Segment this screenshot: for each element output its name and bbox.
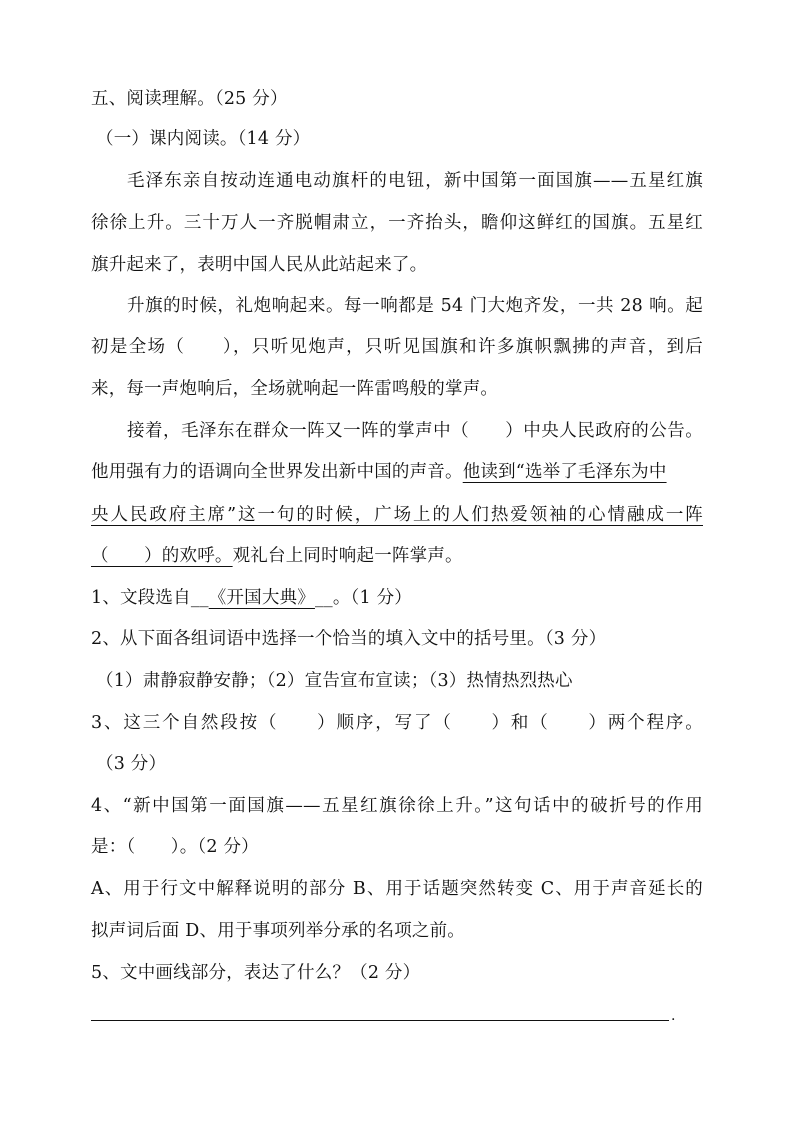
passage-line bbox=[91, 460, 703, 484]
question-1-answer: 《开国大典》 bbox=[208, 588, 315, 608]
question-4-choices-cont: 拟声词后面 D、用于事项列举分承的名项之前。 bbox=[91, 921, 465, 941]
underlined-passage: 央人民政府主席”这一句的时候，广场上的人们热爱领袖的心情融成一阵 bbox=[91, 505, 703, 525]
passage-line: 初是全场（ ），只听见炮声，只听见国旗和许多旗帜飘拂的声音，到后 bbox=[91, 337, 703, 357]
question-4-line2: 是：（ ）。（2 分） bbox=[91, 837, 259, 857]
passage-line: 徐徐上升。三十万人一齐脱帽肃立，一齐抬头，瞻仰这鲜红的国旗。五星红 bbox=[91, 213, 703, 233]
question-1-suffix: __。（1 分） bbox=[314, 588, 412, 608]
question-1 bbox=[91, 586, 703, 610]
passage-line: 旗升起来了，表明中国人民从此站起来了。 bbox=[91, 255, 428, 275]
passage-line: 来，每一声炮响后，全场就响起一阵雷鸣般的掌声。 bbox=[91, 379, 499, 399]
answer-line[interactable] bbox=[91, 1020, 669, 1021]
passage-line: 接着，毛泽东在群众一阵又一阵的掌声中（ ）中央人民政府的公告。 bbox=[127, 421, 703, 441]
passage-line: 毛泽东亲自按动连通电动旗杆的电钮，新中国第一面国旗——五星红旗 bbox=[127, 171, 703, 191]
passage-line bbox=[91, 544, 703, 568]
question-3: 3、这三个自然段按（ ）顺序，写了（ ）和（ ）两个程序。 bbox=[91, 713, 703, 733]
question-3-score: （3 分） bbox=[96, 754, 167, 774]
question-5: 5、文中画线部分，表达了什么？（2 分） bbox=[91, 963, 421, 983]
passage-text: 观礼台上同时响起一阵掌声。 bbox=[232, 546, 463, 566]
underlined-passage: （ ）的欢呼。 bbox=[91, 546, 233, 566]
question-2: 2、从下面各组词语中选择一个恰当的填入文中的括号里。（3 分） bbox=[91, 629, 607, 649]
section-title: 五、阅读理解。（25 分） bbox=[91, 89, 288, 109]
subsection-title: （一）课内阅读。（14 分） bbox=[96, 129, 311, 149]
underlined-passage: 他读到“选举了毛泽东为中 bbox=[462, 462, 667, 482]
passage-text: 他用强有力的语调向全世界发出新中国的声音。 bbox=[91, 462, 463, 482]
question-4: 4、“新中国第一面国旗——五星红旗徐徐上升。”这句话中的破折号的作用 bbox=[91, 796, 703, 816]
question-1-prefix: 1、文段选自__ bbox=[91, 588, 209, 608]
question-4-choices: A、用于行文中解释说明的部分 B、用于话题突然转变 C、用于声音延长的 bbox=[91, 879, 703, 899]
passage-line: 升旗的时候，礼炮响起来。每一响都是 54 门大炮齐发，一共 28 响。起 bbox=[127, 296, 703, 316]
question-2-options: （1）肃静寂静安静；（2）宣告宣布宣读；（3）热情热烈热心 bbox=[96, 671, 573, 691]
answer-end-mark: . bbox=[671, 1008, 676, 1024]
